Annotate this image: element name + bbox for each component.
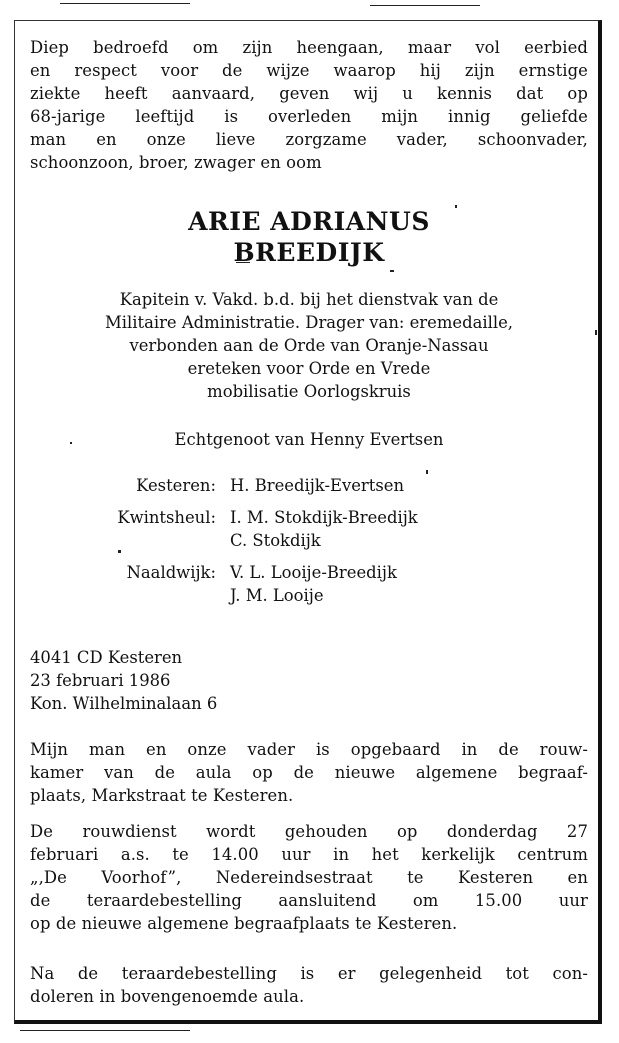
viewing-line: kamer van de aula op de nieuwe algemene begraaf-	[30, 763, 588, 782]
address-line: Kon. Wilhelminalaan 6	[30, 694, 218, 713]
address-line: 4041 CD Kesteren	[30, 648, 183, 667]
honours-line: Kapitein v. Vakd. b.d. bij het dienstvak van de	[119, 290, 499, 309]
service-line: De rouwdienst wordt gehouden op donderdag 27	[30, 822, 588, 841]
family-member: J. M. Looije	[230, 586, 324, 605]
spouse-line: Echtgenoot van Henny Evertsen	[174, 430, 444, 449]
honours-line: Militaire Administratie. Drager van: eremedaille,	[104, 313, 513, 332]
service-paragraph	[30, 820, 588, 935]
viewing-paragraph	[30, 738, 588, 807]
family-member: H. Breedijk-Evertsen	[230, 476, 405, 495]
address-block	[30, 646, 430, 715]
family-row	[0, 506, 619, 529]
intro-line: 68-jarige leeftijd is overleden mijn innig geliefde	[30, 107, 588, 126]
scan-speck	[390, 270, 394, 272]
condolence-paragraph	[30, 962, 588, 1008]
family-row	[0, 474, 619, 497]
intro-line: Diep bedroefd om zijn heengaan, maar vol eerbied	[30, 38, 588, 57]
scan-speck	[595, 330, 597, 335]
intro-line: man en onze lieve zorgzame vader, schoonvader,	[30, 130, 588, 149]
condolence-line: Na de teraardebestelling is er gelegenheid tot con-	[30, 964, 588, 983]
scan-speck	[370, 5, 480, 6]
scan-speck	[60, 3, 190, 4]
service-line: „,De Voorhof”, Nedereindsestraat te Kesteren en	[30, 868, 588, 887]
address-line: 23 februari 1986	[30, 671, 171, 690]
service-line: februari a.s. te 14.00 uur in het kerkelijk centrum	[30, 845, 588, 864]
honours-line: verbonden aan de Orde van Oranje-Nassau	[129, 336, 489, 355]
family-place: Kesteren:	[136, 476, 216, 495]
family-row	[0, 529, 619, 552]
intro-line: en respect voor de wijze waarop hij zijn ernstige	[30, 61, 588, 80]
service-line: de teraardebestelling aansluitend om 15.00 uur	[30, 891, 588, 910]
deceased-given-names: ARIE ADRIANUS	[188, 207, 430, 236]
condolence-line: doleren in bovengenoemde aula.	[30, 987, 305, 1006]
honours-block	[30, 288, 588, 403]
family-member: V. L. Looije-Breedijk	[230, 563, 397, 582]
deceased-name	[30, 206, 588, 268]
intro-line: schoonzoon, broer, zwager en oom	[30, 153, 322, 172]
honours-line: ereteken voor Orde en Vrede	[187, 359, 431, 378]
family-place: Kwintsheul:	[117, 508, 216, 527]
scan-speck	[20, 1030, 190, 1031]
service-line: op de nieuwe algemene begraafplaats te Kesteren.	[30, 914, 458, 933]
family-list	[0, 474, 619, 607]
intro-line: ziekte heeft aanvaard, geven wij u kennis dat op	[30, 84, 588, 103]
family-member: I. M. Stokdijk-Breedijk	[230, 508, 418, 527]
family-member: C. Stokdijk	[230, 531, 321, 550]
deceased-surname: BREEDIJK	[233, 238, 385, 267]
family-row	[0, 584, 619, 607]
intro-paragraph	[30, 36, 588, 174]
family-place: Naaldwijk:	[126, 563, 216, 582]
honours-line: mobilisatie Oorlogskruis	[207, 382, 411, 401]
family-row	[0, 561, 619, 584]
viewing-line: plaats, Markstraat te Kesteren.	[30, 786, 294, 805]
viewing-line: Mijn man en onze vader is opgebaard in de rouw-	[30, 740, 588, 759]
